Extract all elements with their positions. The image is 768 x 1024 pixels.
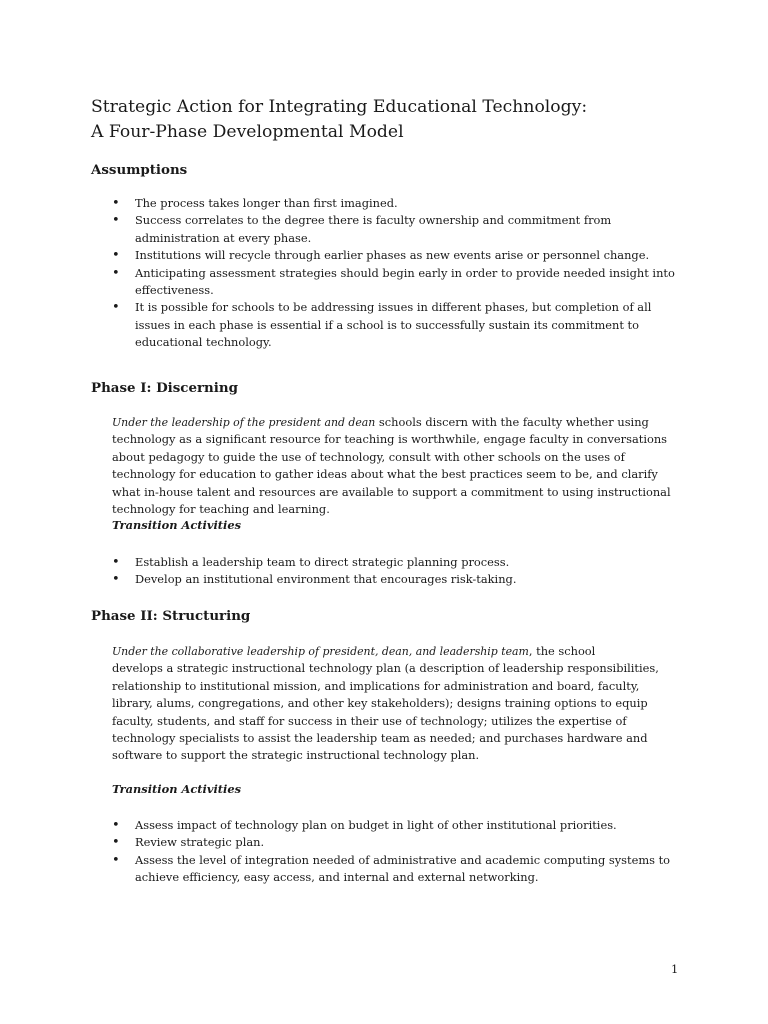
- phase2-transition-heading: Transition Activities: [112, 782, 242, 796]
- list-item: • Establish a leadership team to direct strategic planning process.: [112, 554, 682, 571]
- list-item: • It is possible for schools to be addressing issues in different phases, but completion of all issues in each phase is essential if a school is to successfully sustain its commitment to educational technology.: [112, 299, 682, 351]
- list-item: • Institutions will recycle through earlier phases as new events arise or personnel change.: [112, 247, 682, 264]
- list-item: • Success correlates to the degree there is faculty ownership and commitment from administration at every phase.: [112, 212, 682, 247]
- phase1-transition-list: [112, 554, 682, 589]
- phase1-transition-heading: Transition Activities: [112, 518, 242, 532]
- assumptions-list: [112, 195, 682, 352]
- phase2-paragraph: [112, 643, 682, 765]
- phase2-body: develops a strategic instructional technology plan (a description of leadership responsibilities, relationship to institutional mission, and implications for administration and board, faculty, library, alums, congregations, and other key stakeholders); designs training options to equip faculty, students, and staff for success in their use of technology; utilizes the expertise of technology specialists to assist the leadership team as needed; and purchases hardware and software to support the strategic instructional technology plan.: [112, 661, 659, 763]
- phase1-paragraph: [112, 414, 682, 518]
- document-title: [91, 95, 587, 145]
- phase2-lead-rest: , the school: [528, 644, 596, 658]
- list-item: • Review strategic plan.: [112, 834, 682, 851]
- list-item: • Develop an institutional environment that encourages risk-taking.: [112, 571, 682, 588]
- list-item: • Assess the level of integration needed of administrative and academic computing systems to achieve efficiency, easy access, and internal and external networking.: [112, 852, 682, 887]
- list-item: • Assess impact of technology plan on budget in light of other institutional priorities.: [112, 817, 682, 834]
- page-number: 1: [671, 962, 679, 976]
- phase1-body: schools discern with the faculty whether using technology as a significant resource for teaching is worthwhile, engage faculty in conversations about pedagogy to guide the use of technology, consult with other schools on the uses of technology for education to gather ideas about what the best practices seem to be, and clarify what in-house talent and resources are available to support a commitment to using instructional technology for teaching and learning.: [112, 415, 671, 517]
- phase2-heading: Phase II: Structuring: [91, 608, 251, 624]
- phase2-lead: Under the collaborative leadership of president, dean, and leadership team: [112, 645, 529, 658]
- title-line-1: Strategic Action for Integrating Educational Technology:: [91, 97, 588, 117]
- assumptions-heading: Assumptions: [91, 162, 188, 178]
- list-item: • The process takes longer than first imagined.: [112, 195, 682, 212]
- title-line-2: A Four-Phase Developmental Model: [91, 122, 404, 142]
- phase2-transition-list: [112, 817, 682, 887]
- phase1-heading: Phase I: Discerning: [91, 380, 238, 396]
- phase1-lead: Under the leadership of the president and dean: [112, 416, 376, 429]
- list-item: • Anticipating assessment strategies should begin early in order to provide needed insight into effectiveness.: [112, 265, 682, 300]
